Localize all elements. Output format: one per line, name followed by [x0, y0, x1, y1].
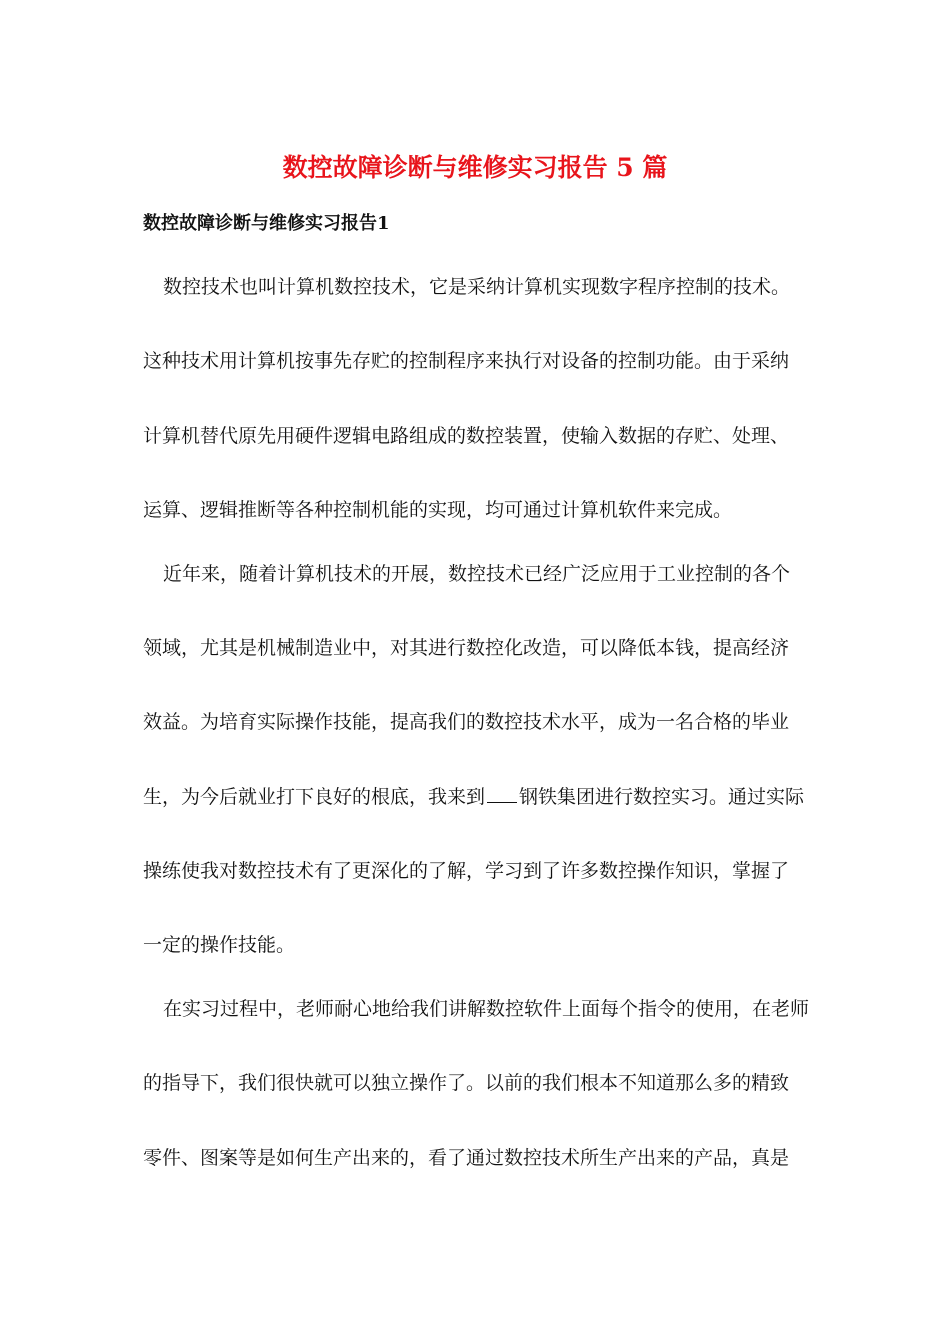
paragraph-1-line-1: 数控技术也叫计算机数控技术，它是采纳计算机实现数字程序控制的技术。 [163, 276, 791, 298]
line-text-after-blank: 钢铁集团进行数控实习。通过实际 [519, 786, 805, 808]
paragraph-2-line-4 [143, 782, 823, 812]
paragraph-2-line-3: 效益。为培育实际操作技能，提高我们的数控技术水平，成为一名合格的毕业 [143, 711, 790, 733]
paragraph-2-line-6: 一定的操作技能。 [143, 934, 296, 956]
paragraph-2-line-1: 近年来，随着计算机技术的开展，数控技术已经广泛应用于工业控制的各个 [163, 563, 791, 585]
line-text-before-blank: 生，为今后就业打下良好的根底，我来到 [143, 786, 486, 808]
paragraph-3-line-3: 零件、图案等是如何生产出来的，看了通过数控技术所生产出来的产品，真是 [143, 1147, 790, 1169]
document-title: 数控故障诊断与维修实习报告 5 篇 [282, 153, 668, 182]
paragraph-3-line-2: 的指导下，我们很快就可以独立操作了。以前的我们根本不知道那么多的精致 [143, 1072, 790, 1094]
fill-in-blank [487, 782, 517, 803]
section-number: 1 [377, 213, 390, 234]
paragraph-2-line-2: 领域，尤其是机械制造业中，对其进行数控化改造，可以降低本钱，提高经济 [143, 637, 790, 659]
section-heading-text: 数控故障诊断与维修实习报告 [143, 213, 377, 234]
paragraph-3-line-1: 在实习过程中，老师耐心地给我们讲解数控软件上面每个指令的使用，在老师 [163, 998, 810, 1020]
paragraph-2-line-5: 操练使我对数控技术有了更深化的了解，学习到了许多数控操作知识，掌握了 [143, 860, 790, 882]
paragraph-1-line-2: 这种技术用计算机按事先存贮的控制程序来执行对设备的控制功能。由于采纳 [143, 350, 790, 372]
section-heading [143, 210, 390, 238]
paragraph-1-line-3: 计算机替代原先用硬件逻辑电路组成的数控装置，使输入数据的存贮、处理、 [143, 425, 790, 447]
paragraph-1-line-4: 运算、逻辑推断等各种控制机能的实现，均可通过计算机软件来完成。 [143, 499, 733, 521]
